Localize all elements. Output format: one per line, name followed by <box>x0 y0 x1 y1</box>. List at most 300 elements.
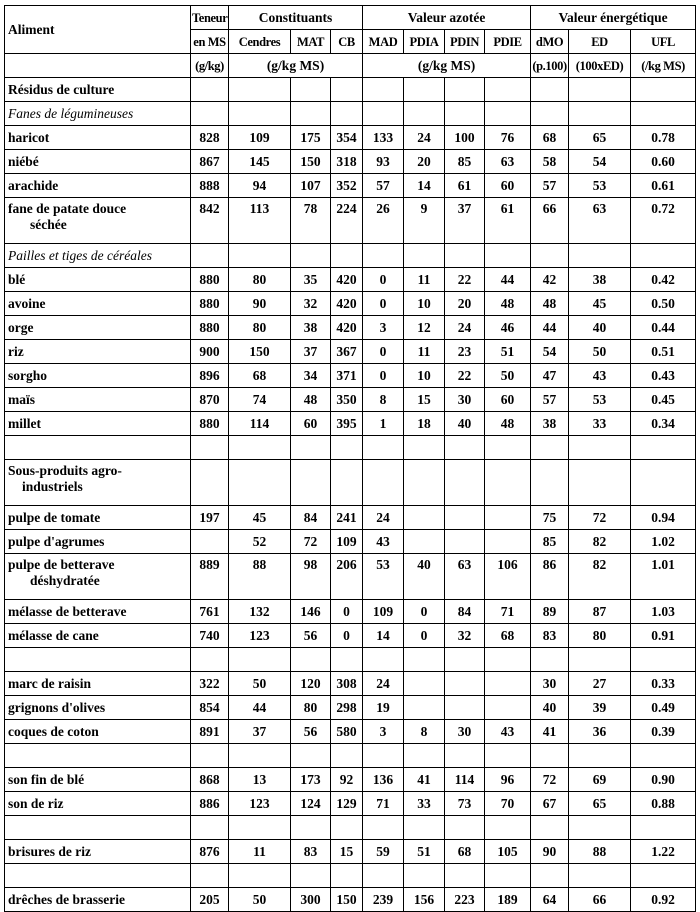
cell-pdia: 0 <box>404 624 445 648</box>
row-label-text: Sous-produits agro- <box>8 463 122 478</box>
cell-dmo: 57 <box>531 388 569 412</box>
cell-pdie: 44 <box>485 268 531 292</box>
cell-ed: 50 <box>569 340 631 364</box>
cell-dmo: 54 <box>531 340 569 364</box>
row-label <box>5 268 191 292</box>
cell-teneur-ms <box>191 648 229 672</box>
cell-pdin <box>445 648 485 672</box>
cell-teneur-ms: 854 <box>191 696 229 720</box>
cell-pdin: 37 <box>445 198 485 244</box>
cell-dmo: 89 <box>531 600 569 624</box>
cell-pdin <box>445 530 485 554</box>
cell-cb: 371 <box>331 364 363 388</box>
cell-mat: 72 <box>291 530 331 554</box>
cell-mad: 19 <box>363 696 404 720</box>
table-row <box>5 600 696 624</box>
cell-teneur-ms: 896 <box>191 364 229 388</box>
cell-ed: 40 <box>569 316 631 340</box>
cell-dmo: 66 <box>531 198 569 244</box>
cell-pdin: 68 <box>445 840 485 864</box>
cell-cb: 224 <box>331 198 363 244</box>
cell-dmo: 64 <box>531 888 569 912</box>
cell-mad: 0 <box>363 340 404 364</box>
cell-ufl: 0.72 <box>631 198 696 244</box>
cell-pdia <box>404 78 445 102</box>
cell-cendres: 114 <box>229 412 291 436</box>
cell-dmo: 57 <box>531 174 569 198</box>
cell-teneur-ms <box>191 78 229 102</box>
cell-cendres: 109 <box>229 126 291 150</box>
cell-pdie <box>485 696 531 720</box>
cell-mad: 3 <box>363 316 404 340</box>
cell-ed <box>569 648 631 672</box>
cell-pdie: 50 <box>485 364 531 388</box>
cell-cb <box>331 648 363 672</box>
cell-cendres <box>229 864 291 888</box>
cell-cendres <box>229 78 291 102</box>
row-label <box>5 78 191 102</box>
cell-pdia: 24 <box>404 126 445 150</box>
cell-cb: 129 <box>331 792 363 816</box>
cell-pdia: 15 <box>404 388 445 412</box>
cell-mat: 146 <box>291 600 331 624</box>
cell-cendres: 68 <box>229 364 291 388</box>
cell-pdin <box>445 672 485 696</box>
cell-pdin: 61 <box>445 174 485 198</box>
cell-ed: 39 <box>569 696 631 720</box>
row-label-text: Fanes de légumineuses <box>8 105 134 121</box>
spacer-row <box>5 816 696 840</box>
cell-teneur-ms <box>191 530 229 554</box>
table-row <box>5 720 696 744</box>
cell-mad: 14 <box>363 624 404 648</box>
header-pdia: PDIA <box>404 30 445 54</box>
row-label-continuation: déshydratée <box>30 573 100 588</box>
cell-teneur-ms: 870 <box>191 388 229 412</box>
cell-ed: 53 <box>569 388 631 412</box>
cell-teneur-ms: 205 <box>191 888 229 912</box>
row-label-continuation: industriels <box>22 479 83 494</box>
cell-pdie: 60 <box>485 174 531 198</box>
cell-ufl: 0.49 <box>631 696 696 720</box>
subsection-row <box>5 244 696 268</box>
cell-ufl: 0.43 <box>631 364 696 388</box>
subsection-row <box>5 102 696 126</box>
table-row <box>5 198 696 244</box>
cell-pdie: 96 <box>485 768 531 792</box>
cell-mat: 83 <box>291 840 331 864</box>
row-label <box>5 102 191 126</box>
feed-composition-table <box>4 5 696 912</box>
cell-mad: 53 <box>363 554 404 600</box>
cell-cb <box>331 244 363 268</box>
cell-cendres: 145 <box>229 150 291 174</box>
cell-ed: 38 <box>569 268 631 292</box>
cell-pdia: 51 <box>404 840 445 864</box>
cell-dmo: 38 <box>531 412 569 436</box>
cell-dmo: 42 <box>531 268 569 292</box>
cell-ed: 65 <box>569 792 631 816</box>
cell-dmo <box>531 744 569 768</box>
cell-teneur-ms: 888 <box>191 174 229 198</box>
cell-pdin <box>445 102 485 126</box>
cell-pdie: 68 <box>485 624 531 648</box>
cell-mad: 43 <box>363 530 404 554</box>
cell-ed: 82 <box>569 530 631 554</box>
cell-cendres: 132 <box>229 600 291 624</box>
cell-cb: 395 <box>331 412 363 436</box>
cell-ed <box>569 244 631 268</box>
cell-cendres <box>229 744 291 768</box>
cell-cendres: 11 <box>229 840 291 864</box>
cell-ed: 69 <box>569 768 631 792</box>
cell-cendres: 150 <box>229 340 291 364</box>
cell-pdia: 8 <box>404 720 445 744</box>
cell-ed: 66 <box>569 888 631 912</box>
cell-mat: 98 <box>291 554 331 600</box>
cell-cb <box>331 816 363 840</box>
table-row <box>5 672 696 696</box>
row-label-text: son fin de blé <box>8 771 85 787</box>
cell-mad: 136 <box>363 768 404 792</box>
cell-ed: 33 <box>569 412 631 436</box>
cell-mad <box>363 816 404 840</box>
cell-cb: 318 <box>331 150 363 174</box>
cell-dmo: 85 <box>531 530 569 554</box>
row-label <box>5 554 191 600</box>
cell-ed: 43 <box>569 364 631 388</box>
row-label <box>5 648 191 672</box>
cell-teneur-ms: 900 <box>191 340 229 364</box>
table-row <box>5 530 696 554</box>
cell-ufl: 1.02 <box>631 530 696 554</box>
row-label <box>5 292 191 316</box>
row-label <box>5 672 191 696</box>
cell-ed: 87 <box>569 600 631 624</box>
cell-mad: 0 <box>363 268 404 292</box>
spacer-row <box>5 744 696 768</box>
table-row <box>5 126 696 150</box>
cell-ed: 54 <box>569 150 631 174</box>
cell-cb: 308 <box>331 672 363 696</box>
cell-mat: 124 <box>291 792 331 816</box>
cell-mat: 300 <box>291 888 331 912</box>
cell-cb: 241 <box>331 506 363 530</box>
row-label <box>5 244 191 268</box>
cell-mat: 32 <box>291 292 331 316</box>
row-label-text: orge <box>8 319 34 335</box>
cell-pdie: 76 <box>485 126 531 150</box>
cell-dmo: 47 <box>531 364 569 388</box>
cell-pdin: 40 <box>445 412 485 436</box>
cell-pdia: 0 <box>404 600 445 624</box>
unit-dmo: (p.100) <box>531 54 569 78</box>
cell-mad: 57 <box>363 174 404 198</box>
cell-mat <box>291 244 331 268</box>
cell-dmo: 58 <box>531 150 569 174</box>
cell-pdie <box>485 506 531 530</box>
row-label <box>5 460 191 506</box>
cell-cb <box>331 744 363 768</box>
cell-ufl: 0.39 <box>631 720 696 744</box>
cell-pdia: 12 <box>404 316 445 340</box>
cell-ufl <box>631 744 696 768</box>
cell-pdin: 22 <box>445 364 485 388</box>
cell-mat: 37 <box>291 340 331 364</box>
cell-teneur-ms: 828 <box>191 126 229 150</box>
cell-mad <box>363 460 404 506</box>
cell-mad: 26 <box>363 198 404 244</box>
cell-dmo: 67 <box>531 792 569 816</box>
cell-ed: 36 <box>569 720 631 744</box>
table-row <box>5 292 696 316</box>
cell-mad: 93 <box>363 150 404 174</box>
cell-mat: 80 <box>291 696 331 720</box>
header-en-ms: en MS <box>191 30 229 54</box>
cell-pdia: 10 <box>404 292 445 316</box>
cell-mat: 150 <box>291 150 331 174</box>
cell-cb: 367 <box>331 340 363 364</box>
cell-mat: 34 <box>291 364 331 388</box>
cell-pdia <box>404 436 445 460</box>
cell-pdin: 30 <box>445 720 485 744</box>
cell-pdin: 114 <box>445 768 485 792</box>
row-label-text: son de riz <box>8 795 64 811</box>
cell-teneur-ms <box>191 816 229 840</box>
cell-pdie <box>485 102 531 126</box>
header-mat: MAT <box>291 30 331 54</box>
row-label <box>5 816 191 840</box>
cell-ed: 80 <box>569 624 631 648</box>
table-row <box>5 364 696 388</box>
cell-ufl: 0.88 <box>631 792 696 816</box>
cell-ufl <box>631 864 696 888</box>
cell-dmo <box>531 78 569 102</box>
cell-pdie: 189 <box>485 888 531 912</box>
cell-ufl: 0.91 <box>631 624 696 648</box>
table-row <box>5 624 696 648</box>
cell-dmo: 30 <box>531 672 569 696</box>
cell-pdin <box>445 864 485 888</box>
cell-cendres: 44 <box>229 696 291 720</box>
cell-pdin <box>445 816 485 840</box>
cell-ufl: 0.44 <box>631 316 696 340</box>
header-valeur-energetique: Valeur énergétique <box>531 6 696 30</box>
cell-mad <box>363 436 404 460</box>
cell-cb <box>331 78 363 102</box>
cell-dmo: 68 <box>531 126 569 150</box>
cell-mat: 173 <box>291 768 331 792</box>
cell-pdia <box>404 530 445 554</box>
cell-mad: 0 <box>363 364 404 388</box>
cell-pdie <box>485 78 531 102</box>
cell-pdin: 23 <box>445 340 485 364</box>
cell-pdia: 9 <box>404 198 445 244</box>
row-label <box>5 126 191 150</box>
cell-ed: 53 <box>569 174 631 198</box>
header-ufl: UFL <box>631 30 696 54</box>
cell-ufl: 1.22 <box>631 840 696 864</box>
cell-pdin: 22 <box>445 268 485 292</box>
cell-pdin: 24 <box>445 316 485 340</box>
row-label-text: drêches de brasserie <box>8 891 125 907</box>
cell-pdie: 60 <box>485 388 531 412</box>
cell-pdia <box>404 648 445 672</box>
cell-pdia <box>404 696 445 720</box>
cell-teneur-ms: 880 <box>191 412 229 436</box>
cell-ufl: 0.92 <box>631 888 696 912</box>
cell-dmo <box>531 436 569 460</box>
row-label-text: haricot <box>8 129 50 145</box>
cell-dmo <box>531 864 569 888</box>
cell-dmo: 48 <box>531 292 569 316</box>
cell-teneur-ms: 867 <box>191 150 229 174</box>
cell-dmo: 40 <box>531 696 569 720</box>
cell-cb: 580 <box>331 720 363 744</box>
cell-ufl: 0.34 <box>631 412 696 436</box>
cell-cendres: 123 <box>229 792 291 816</box>
cell-pdin: 223 <box>445 888 485 912</box>
table-row <box>5 316 696 340</box>
cell-pdia: 33 <box>404 792 445 816</box>
cell-ed: 27 <box>569 672 631 696</box>
cell-cendres: 90 <box>229 292 291 316</box>
table-row <box>5 792 696 816</box>
cell-dmo <box>531 460 569 506</box>
cell-ed: 72 <box>569 506 631 530</box>
cell-mad <box>363 744 404 768</box>
row-label-text: brisures de riz <box>8 843 91 859</box>
row-label-text: arachide <box>8 177 59 193</box>
row-label <box>5 792 191 816</box>
cell-cb: 352 <box>331 174 363 198</box>
cell-pdin: 100 <box>445 126 485 150</box>
cell-mad: 3 <box>363 720 404 744</box>
table-row <box>5 696 696 720</box>
cell-pdia: 20 <box>404 150 445 174</box>
cell-mad: 1 <box>363 412 404 436</box>
row-label <box>5 388 191 412</box>
cell-teneur-ms: 891 <box>191 720 229 744</box>
cell-dmo: 75 <box>531 506 569 530</box>
header-pdin: PDIN <box>445 30 485 54</box>
cell-mad <box>363 102 404 126</box>
cell-mat <box>291 816 331 840</box>
cell-ufl: 0.90 <box>631 768 696 792</box>
cell-cb: 0 <box>331 600 363 624</box>
cell-ed <box>569 436 631 460</box>
row-label <box>5 840 191 864</box>
cell-ufl <box>631 816 696 840</box>
unit-teneur: (g/kg) <box>191 54 229 78</box>
spacer-row <box>5 436 696 460</box>
cell-cb: 420 <box>331 292 363 316</box>
cell-mad: 71 <box>363 792 404 816</box>
cell-ufl: 0.42 <box>631 268 696 292</box>
cell-pdia: 10 <box>404 364 445 388</box>
cell-mad: 59 <box>363 840 404 864</box>
cell-cb <box>331 436 363 460</box>
cell-pdin <box>445 744 485 768</box>
unit-azotee: (g/kg MS) <box>363 54 531 78</box>
cell-dmo: 83 <box>531 624 569 648</box>
table-row <box>5 174 696 198</box>
cell-ed: 65 <box>569 126 631 150</box>
row-label <box>5 530 191 554</box>
cell-cb: 420 <box>331 268 363 292</box>
cell-mat <box>291 436 331 460</box>
row-label-text: pulpe d'agrumes <box>8 533 105 549</box>
row-label <box>5 150 191 174</box>
row-label-text: Pailles et tiges de céréales <box>8 247 152 263</box>
cell-dmo <box>531 648 569 672</box>
row-label-text: mélasse de betterave <box>8 603 127 619</box>
cell-ed <box>569 864 631 888</box>
cell-mad <box>363 244 404 268</box>
cell-pdie: 71 <box>485 600 531 624</box>
section-row <box>5 78 696 102</box>
header-blank <box>5 54 191 78</box>
table-row <box>5 554 696 600</box>
cell-dmo: 41 <box>531 720 569 744</box>
row-label-text: Résidus de culture <box>8 81 115 97</box>
cell-mad: 0 <box>363 292 404 316</box>
cell-dmo: 86 <box>531 554 569 600</box>
cell-dmo <box>531 816 569 840</box>
cell-pdin <box>445 696 485 720</box>
cell-ufl <box>631 78 696 102</box>
cell-teneur-ms <box>191 744 229 768</box>
row-label-text: mélasse de cane <box>8 627 99 643</box>
cell-cendres: 50 <box>229 672 291 696</box>
cell-cb <box>331 864 363 888</box>
cell-teneur-ms: 868 <box>191 768 229 792</box>
cell-pdia <box>404 744 445 768</box>
cell-cb: 298 <box>331 696 363 720</box>
header-aliment: Aliment <box>5 6 191 54</box>
cell-teneur-ms: 880 <box>191 292 229 316</box>
table-row <box>5 888 696 912</box>
cell-ufl: 1.01 <box>631 554 696 600</box>
cell-ufl: 0.45 <box>631 388 696 412</box>
cell-teneur-ms: 740 <box>191 624 229 648</box>
row-label <box>5 412 191 436</box>
row-label-continuation: séchée <box>30 217 67 232</box>
cell-cb: 0 <box>331 624 363 648</box>
cell-cendres <box>229 460 291 506</box>
row-label <box>5 888 191 912</box>
cell-mad: 239 <box>363 888 404 912</box>
cell-mat: 56 <box>291 624 331 648</box>
cell-pdie: 105 <box>485 840 531 864</box>
cell-cendres: 113 <box>229 198 291 244</box>
section-row <box>5 460 696 506</box>
cell-ufl: 0.33 <box>631 672 696 696</box>
header-pdie: PDIE <box>485 30 531 54</box>
cell-teneur-ms <box>191 864 229 888</box>
row-label <box>5 720 191 744</box>
cell-mat <box>291 102 331 126</box>
unit-constituants: (g/kg MS) <box>229 54 363 78</box>
cell-mat: 175 <box>291 126 331 150</box>
cell-cendres: 80 <box>229 316 291 340</box>
cell-pdie: 106 <box>485 554 531 600</box>
cell-cendres: 123 <box>229 624 291 648</box>
header-cb: CB <box>331 30 363 54</box>
cell-pdin: 30 <box>445 388 485 412</box>
row-label-text: marc de raisin <box>8 675 91 691</box>
cell-cendres: 88 <box>229 554 291 600</box>
